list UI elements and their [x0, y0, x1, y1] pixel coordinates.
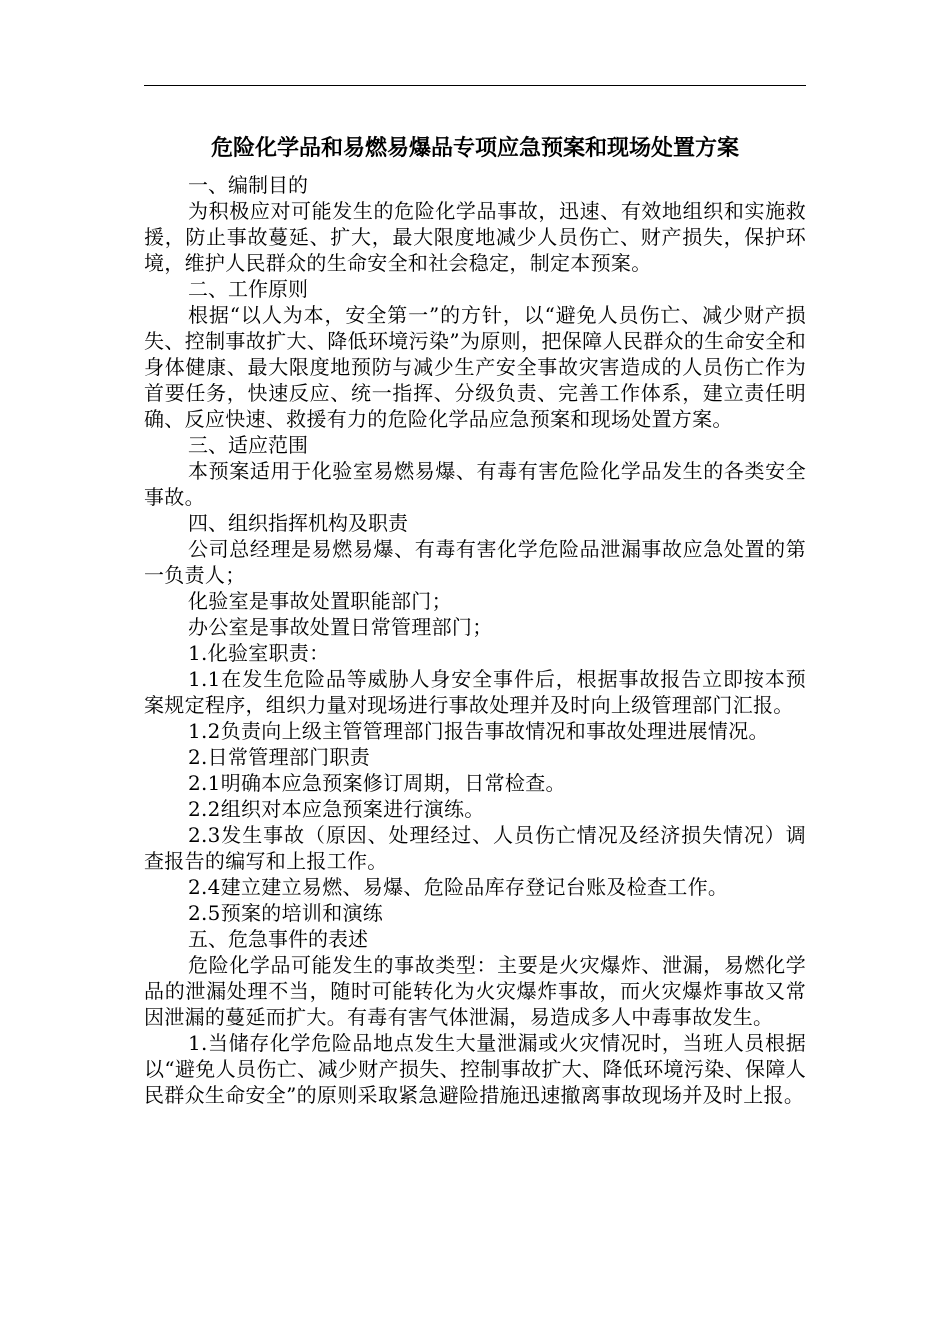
body-paragraph: 公司总经理是易燃易爆、有毒有害化学危险品泄漏事故应急处置的第一负责人；	[144, 537, 806, 587]
header-rule	[144, 85, 806, 86]
body-paragraph: 1.当储存化学危险品地点发生大量泄漏或火灾情况时，当班人员根据以“避免人员伤亡、减少财产损失、控制事故扩大、降低环境污染、保障人民群众生命安全”的原则采取紧急避险措施迅速撤离事故现场并及时上报。	[144, 1031, 806, 1107]
body-paragraph: 2.5预案的培训和演练	[188, 901, 384, 925]
body-paragraph: 根据“以人为本，安全第一”的方针，以“避免人员伤亡、减少财产损失、控制事故扩大、降低环境污染”为原则，把保障人民群众的生命安全和身体健康、最大限度地预防与减少生产安全事故灾害造成的人员伤亡作为首要任务，快速反应、统一指挥、分级负责、完善工作体系，建立责任明确、反应快速、救援有力的危险化学品应急预案和现场处置方案。	[144, 303, 806, 431]
body-paragraph: 2.4建立建立易燃、易爆、危险品库存登记台账及检查工作。	[188, 875, 729, 899]
body-paragraph: 办公室是事故处置日常管理部门；	[188, 615, 493, 639]
body-paragraph: 1.化验室职责：	[188, 641, 330, 665]
body-paragraph: 危险化学品可能发生的事故类型：主要是火灾爆炸、泄漏，易燃化学品的泄漏处理不当，随时可能转化为火灾爆炸事故，而火灾爆炸事故又常因泄漏的蔓延而扩大。有毒有害气体泄漏，易造成多人中毒事故发生。	[144, 953, 806, 1029]
body-paragraph: 化验室是事故处置职能部门；	[188, 589, 452, 613]
section-heading: 一、编制目的	[188, 173, 308, 197]
body-paragraph: 本预案适用于化验室易燃易爆、有毒有害危险化学品发生的各类安全事故。	[144, 459, 806, 509]
body-paragraph: 2.3发生事故（原因、处理经过、人员伤亡情况及经济损失情况）调查报告的编写和上报工作。	[144, 823, 806, 873]
body-paragraph: 1.1在发生危险品等威胁人身安全事件后，根据事故报告立即按本预案规定程序，组织力量对现场进行事故处理并及时向上级管理部门汇报。	[144, 667, 806, 717]
section-heading: 五、危急事件的表述	[188, 927, 368, 951]
document-title: 危险化学品和易燃易爆品专项应急预案和现场处置方案	[210, 136, 739, 161]
body-paragraph: 1.2负责向上级主管管理部门报告事故情况和事故处理进展情况。	[188, 719, 769, 743]
section-heading: 三、适应范围	[188, 433, 308, 457]
section-heading: 四、组织指挥机构及职责	[188, 511, 408, 535]
section-heading: 二、工作原则	[188, 277, 308, 301]
body-paragraph: 2.1明确本应急预案修订周期，日常检查。	[188, 771, 566, 795]
body-paragraph: 2.2组织对本应急预案进行演练。	[188, 797, 485, 821]
body-paragraph: 2.日常管理部门职责	[188, 745, 371, 769]
body-paragraph: 为积极应对可能发生的危险化学品事故，迅速、有效地组织和实施救援，防止事故蔓延、扩大，最大限度地减少人员伤亡、财产损失，保护环境，维护人民群众的生命安全和社会稳定，制定本预案。	[144, 199, 806, 275]
document-body	[144, 172, 806, 1108]
